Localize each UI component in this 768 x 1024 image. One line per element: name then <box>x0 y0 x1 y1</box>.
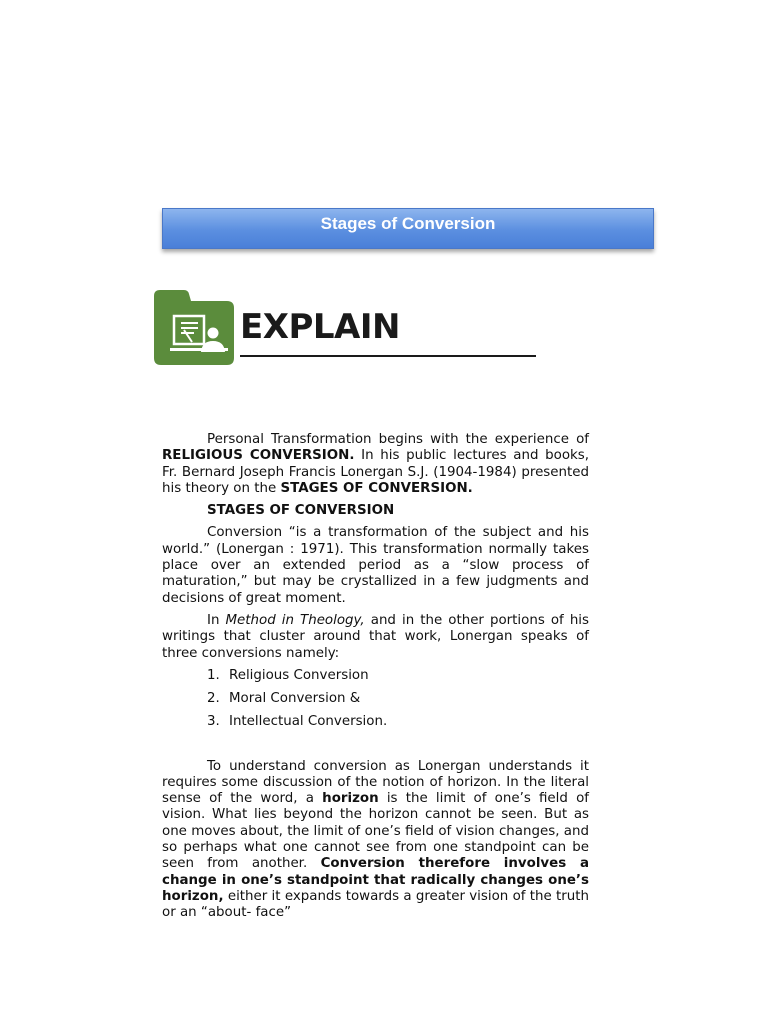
list-item: 2. Moral Conversion & <box>207 690 361 706</box>
body-text <box>162 432 589 928</box>
paragraph-intro: Personal Transformation begins with the experience of RELIGIOUS CONVERSION. In his public lectures and books, Fr. Bernard Joseph Francis Lonergan S.J. (1904-1984) presented his theory on the STAGES OF CONVERSION. <box>162 432 589 496</box>
paragraph-definition: Conversion “is a transformation of the subject and his world.” (Lonergan : 1971). This transformation normally takes place over an extended period as a “slow process of maturation,” but may be crystallized in a few judgments and decisions of great moment. <box>162 525 589 606</box>
list-item: 1. Religious Conversion <box>207 667 369 683</box>
conversion-list <box>162 668 589 730</box>
explain-section-marker <box>154 290 538 366</box>
section-heading: STAGES OF CONVERSION <box>207 503 395 519</box>
explain-label: EXPLAIN <box>240 307 400 347</box>
teacher-board-icon <box>154 290 234 365</box>
list-item: 3. Intellectual Conversion. <box>207 713 388 729</box>
explain-underline <box>240 355 536 357</box>
title-banner <box>162 208 654 249</box>
paragraph-horizon: To understand conversion as Lonergan understands it requires some discussion of the notion of horizon. In the literal sense of the word, a horizon is the limit of one’s field of vision. What lies beyond the horizon cannot be seen. But as one moves about, the limit of one’s field of vision changes, and so perhaps what one cannot see from one standpoint can be seen from another. Conversion therefore involves a change in one’s standpoint that radically changes one’s horizon, either it expands towards a greater vision of the truth or an “about- face” <box>162 758 590 921</box>
paragraph-method: In Method in Theology, and in the other portions of his writings that cluster around that work, Lonergan speaks of three conversions namely: <box>162 612 590 661</box>
banner-title: Stages of Conversion <box>320 213 496 233</box>
